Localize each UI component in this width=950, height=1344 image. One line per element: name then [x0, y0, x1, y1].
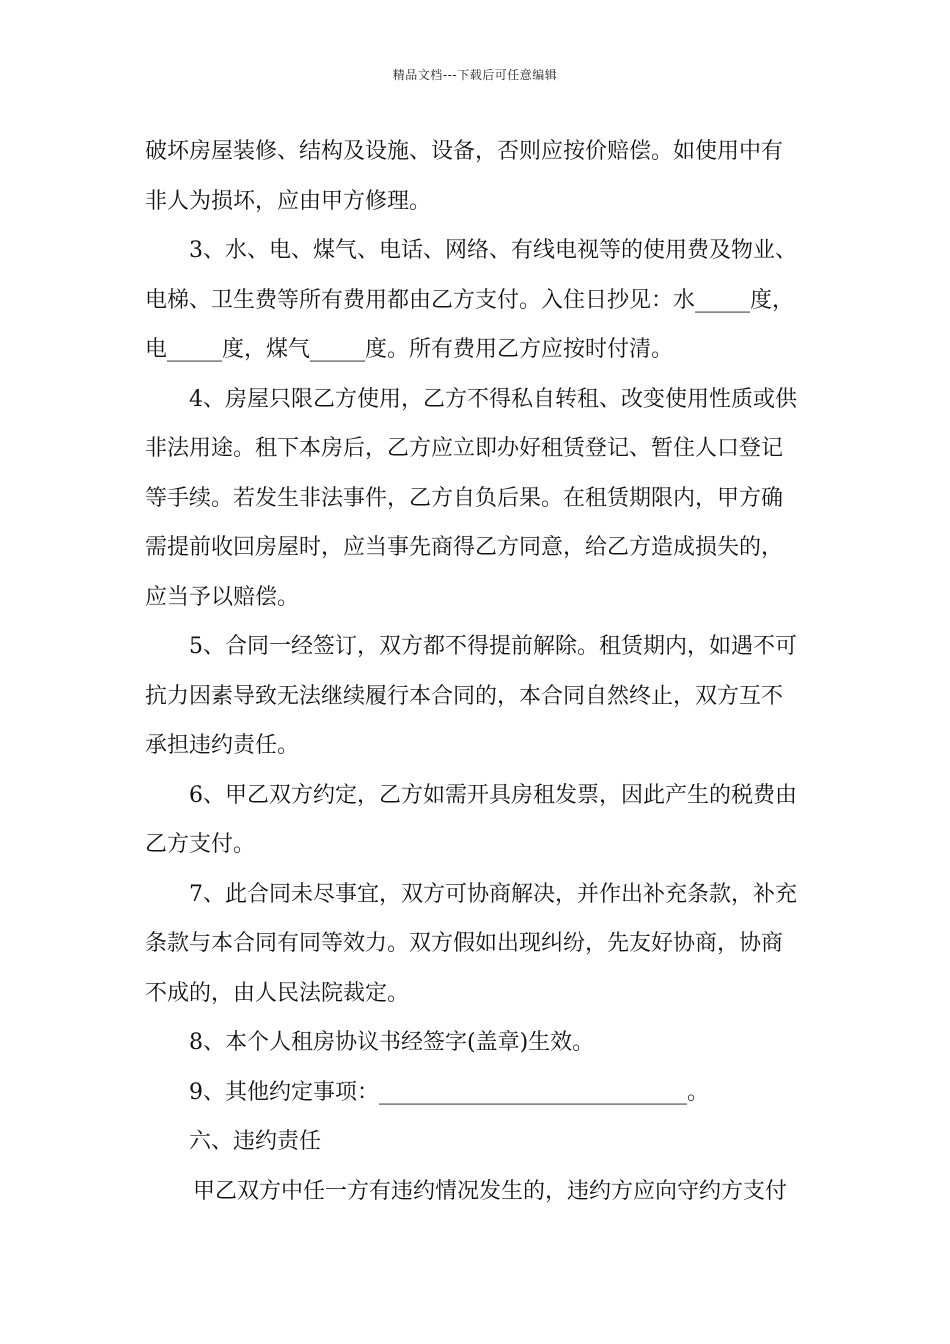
- clause-9: 9、其他约定事项：____________________________。: [189, 1079, 709, 1105]
- clause-4-start: 4、房屋只限乙方使用，乙方不得私自转租、改变使用性质或供: [189, 386, 797, 412]
- clause-3-start: 3、水、电、煤气、电话、网络、有线电视等的使用费及物业、: [189, 238, 797, 263]
- clause-5-start: 5、合同一经签订，双方都不得提前解除。租赁期内，如遇不可: [189, 634, 797, 659]
- text-line: 乙方支付。: [145, 832, 256, 857]
- text-line: 破坏房屋装修、结构及设施、设备，否则应按价赔偿。如使用中有: [145, 139, 784, 164]
- text-line: 等手续。若发生非法事件，乙方自负后果。在租赁期限内，甲方确: [145, 485, 784, 511]
- text-line: 需提前收回房屋时，应当事先商得乙方同意，给乙方造成损失的，: [145, 535, 784, 560]
- clause-7-start: 7、此合同未尽事宜，双方可协商解决，并作出补充条款，补充: [189, 881, 797, 907]
- text-line: 非人为损坏，应由甲方修理。: [145, 188, 432, 214]
- text-line: 电梯、卫生费等所有费用都由乙方支付。入住日抄见：水_____度，: [145, 287, 795, 313]
- text-line: 不成的，由人民法院裁定。: [145, 980, 410, 1006]
- clause-6-start: 6、甲乙双方约定，乙方如需开具房租发票，因此产生的税费由: [189, 782, 797, 808]
- text-line: 承担违约责任。: [145, 733, 300, 758]
- page-header: 精品文档---下载后可任意编辑: [392, 68, 558, 82]
- text-line: 电_____度，煤气_____度。所有费用乙方应按时付清。: [145, 337, 674, 362]
- document-body: [145, 131, 810, 1220]
- text-line: 条款与本合同有同等效力。双方假如出现纠纷，先友好协商，协商: [145, 931, 784, 956]
- text-line: 非法用途。租下本房后，乙方应立即办好租赁登记、暂住人口登记: [145, 436, 784, 461]
- clause-8: 8、本个人租房协议书经签字(盖章)生效。: [189, 1030, 595, 1055]
- text-line: 抗力因素导致无法继续履行本合同的，本合同自然终止，双方互不: [145, 683, 784, 709]
- section-paragraph-start: 甲乙双方中任一方有违约情况发生的，违约方应向守约方支付: [193, 1178, 788, 1204]
- text-line: 应当予以赔偿。: [145, 584, 300, 610]
- section-heading: 六、违约责任: [189, 1129, 322, 1154]
